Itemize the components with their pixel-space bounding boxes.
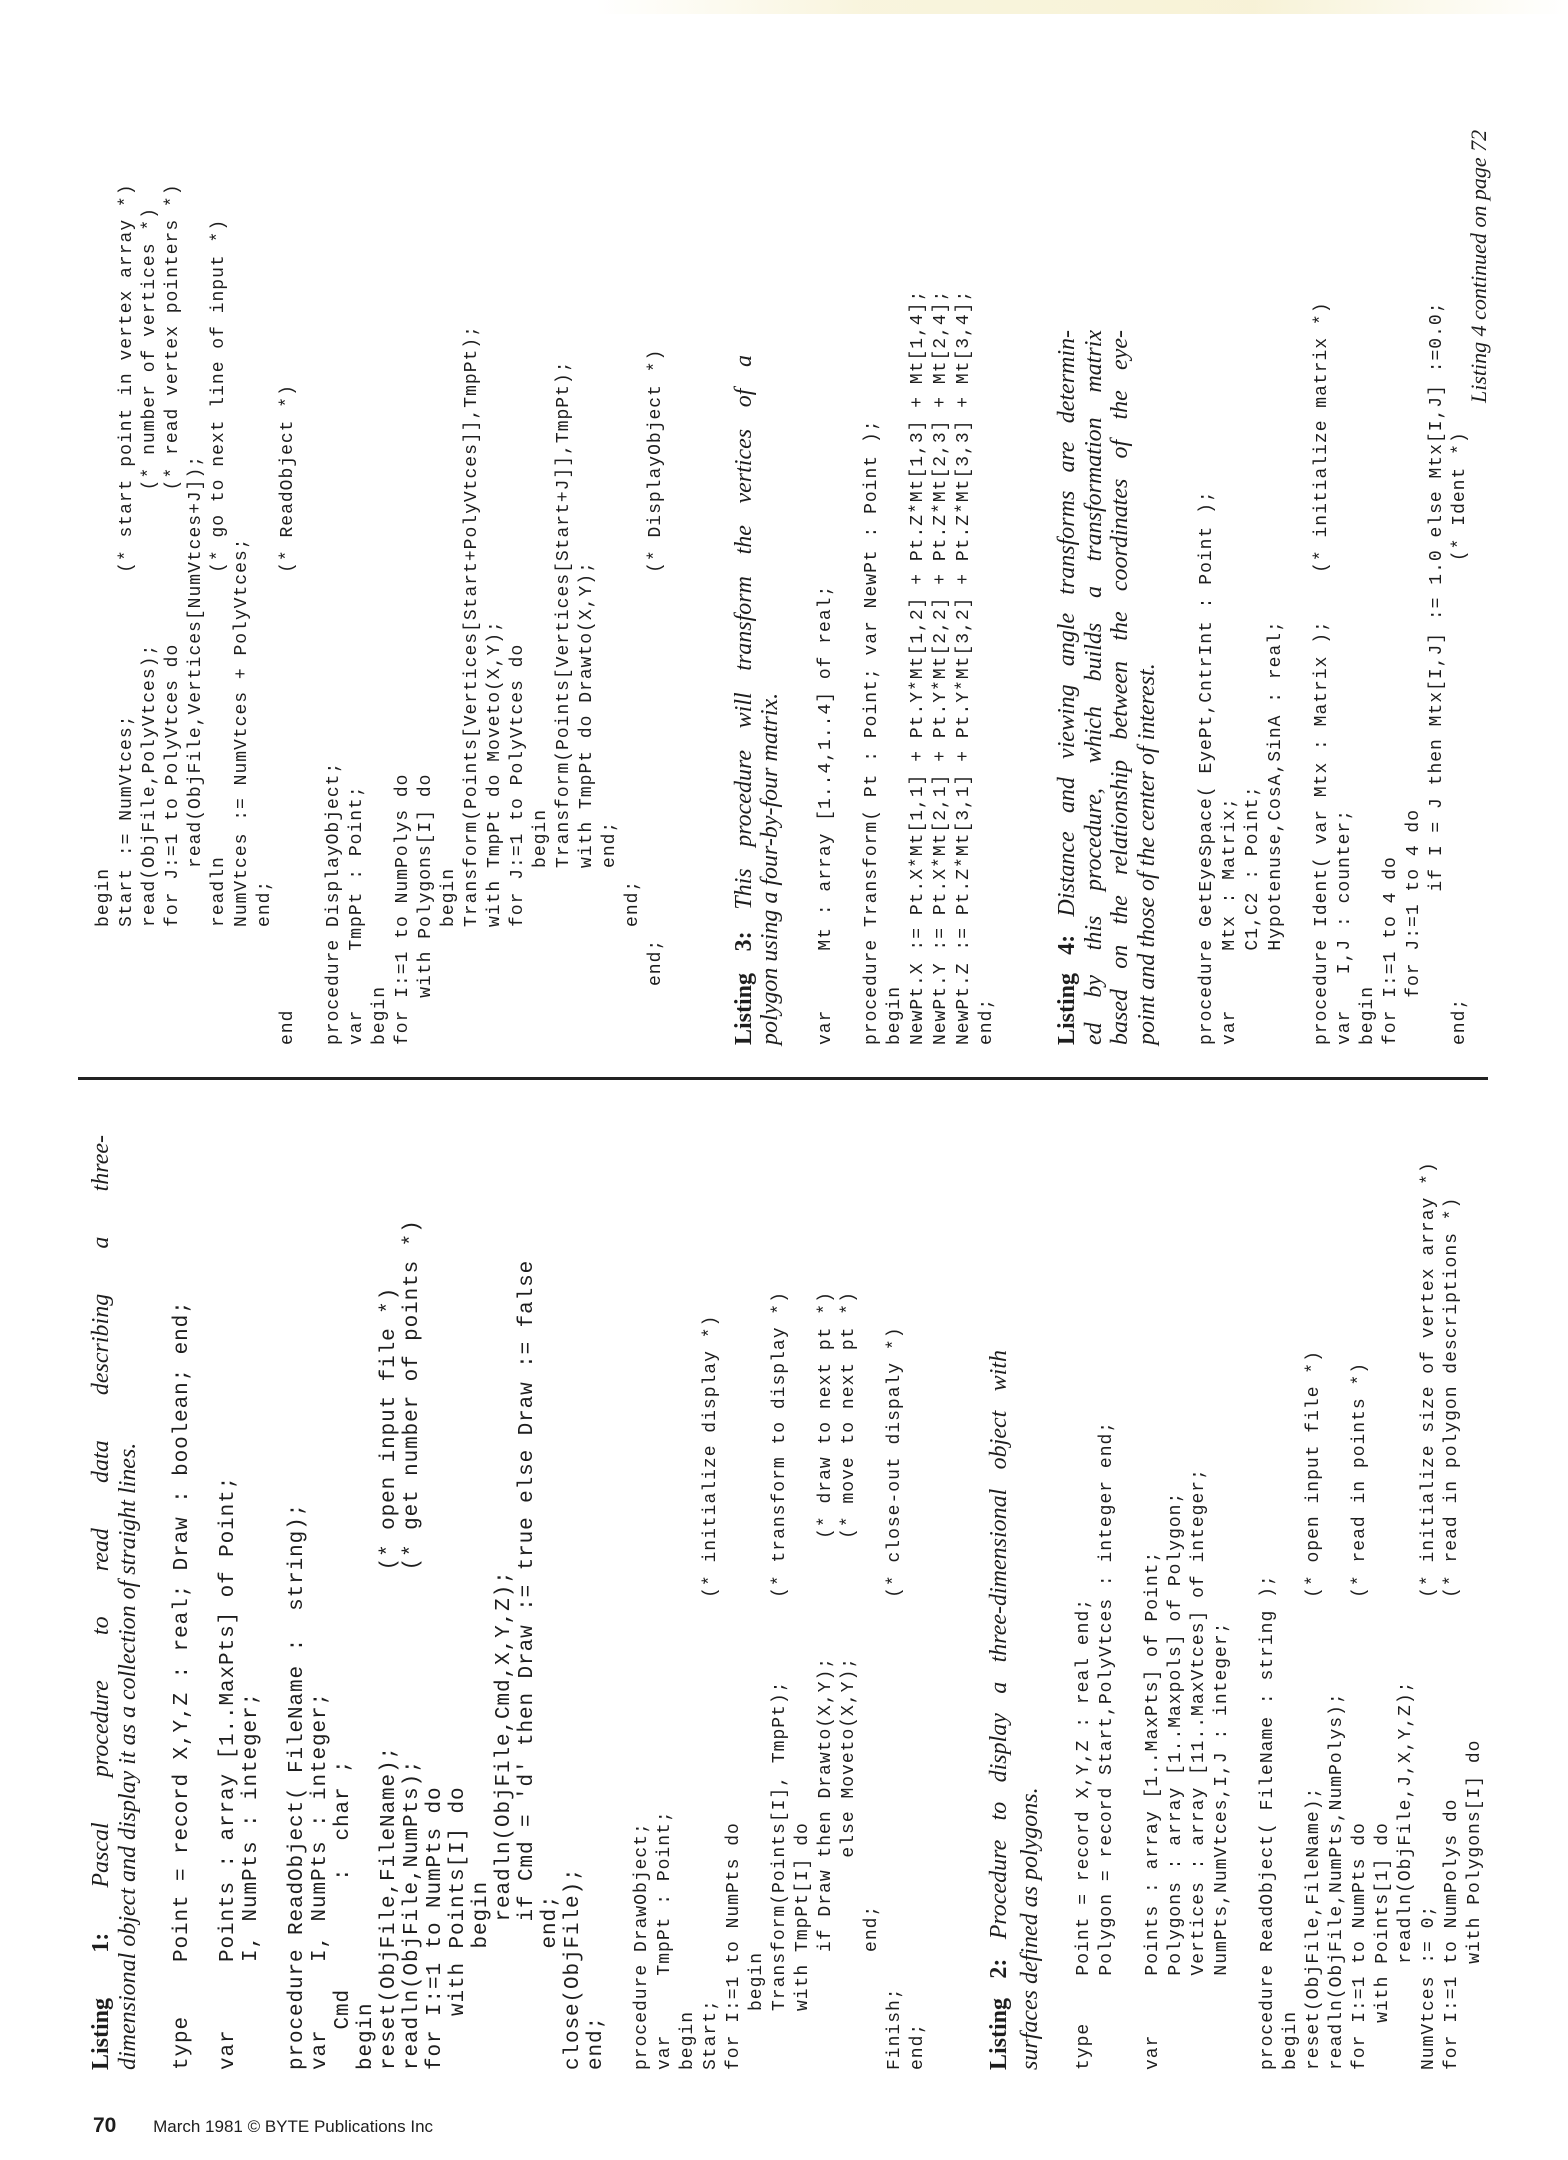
code-line: begin bbox=[531, 808, 551, 1045]
code-line: NumVtces := NumVtces + PolyVtces; bbox=[232, 537, 252, 1045]
code-line: Transform(Points[I], TmpPt); (* transform to display *) bbox=[770, 1291, 790, 2070]
code-line: NumVtces := 0; (* initialize size of vertex array *) bbox=[1419, 1161, 1439, 2070]
code-line: with Polygons[I] do bbox=[416, 773, 436, 1045]
code-line: NumPts,NumVtces,I,J : integer; bbox=[1212, 1621, 1232, 2070]
code-line: Start := NumVtces; (* start point in vertex array *) bbox=[117, 183, 137, 1045]
code-line: Transform(Points[Vertices[Start+J]],TmpPt); bbox=[554, 360, 574, 1045]
caption-text: based on the relationship between the coordinates of the eye- bbox=[1107, 330, 1133, 1045]
code-line: end; bbox=[977, 997, 997, 1045]
code-line: var Mt : array [1..4,1..4] of real; bbox=[816, 584, 836, 1045]
code-line: readln(ObjFile,NumPts,NumPolys); bbox=[1327, 1692, 1347, 2070]
code-line: end; bbox=[539, 1894, 562, 2070]
code-line: end; bbox=[585, 2015, 608, 2070]
code-line: for J:=1 to 4 do bbox=[1404, 808, 1424, 1045]
code-line: end; bbox=[255, 879, 275, 1045]
caption-text: Distance and viewing angle transforms are determin- bbox=[1054, 329, 1080, 917]
code-line bbox=[194, 1219, 217, 2070]
page-footer bbox=[93, 2114, 433, 2138]
caption-line bbox=[757, 355, 783, 1045]
code-line: var Points : array [1..MaxPts] of Point; bbox=[217, 1475, 240, 2070]
code-line: procedure DisplayObject; bbox=[324, 761, 344, 1045]
code-line: Polygons : array [1..Maxpols] of Polygon; bbox=[1166, 1491, 1186, 2070]
code-line: I, NumPts : integer; bbox=[240, 1691, 263, 2070]
code-line: read(ObjFile,Vertices[NumVtces+J]); bbox=[186, 454, 206, 1045]
code-line: reset(ObjFile,FileName); (* open input file *) bbox=[378, 1286, 401, 2070]
code-line: end; bbox=[600, 820, 620, 1045]
code-line: with TmpPt do Moveto(X,Y); bbox=[485, 620, 505, 1045]
code-line: Cmd : char ; bbox=[332, 1759, 355, 2070]
column-divider bbox=[78, 1077, 1488, 1080]
code-line: var I,J : counter; bbox=[1335, 808, 1355, 1045]
listing1-code bbox=[171, 1219, 930, 2070]
code-line: begin bbox=[747, 1951, 767, 2070]
caption-text: dimensional object and display it as a collection of straight lines. bbox=[115, 1442, 141, 2070]
code-line: readln(ObjFile,Cmd,X,Y,Z); bbox=[493, 1570, 516, 2070]
code-line: Transform(Points[Vertices[Start+PolyVtces]],TmpPt); bbox=[462, 325, 482, 1045]
code-line: Hypotenuse,CosA,SinA : real; bbox=[1266, 620, 1286, 1045]
code-line: begin bbox=[885, 985, 905, 1045]
code-line bbox=[300, 183, 323, 1045]
code-line bbox=[1288, 301, 1311, 1045]
code-line: begin bbox=[678, 2010, 698, 2070]
listing1-caption bbox=[88, 1135, 142, 2070]
code-line: begin bbox=[1358, 985, 1378, 1045]
listing4-caption bbox=[1054, 330, 1160, 1045]
caption-line bbox=[984, 1350, 1015, 2070]
code-line: end (* ReadObject *) bbox=[278, 384, 298, 1045]
page-number: 70 bbox=[93, 2114, 117, 2137]
code-line: procedure DrawObject; bbox=[632, 1822, 652, 2070]
code-line bbox=[608, 1219, 631, 2070]
code-line: reset(ObjFile,FileName); (* open input file *) bbox=[1304, 1350, 1324, 2070]
caption-text: This procedure will transform the vertices of a bbox=[731, 355, 757, 910]
code-line: for I:=1 to NumPts do bbox=[424, 1786, 447, 2070]
caption-text: point and those of the center of interest. bbox=[1133, 663, 1160, 1045]
code-line bbox=[1234, 1161, 1257, 2070]
caption-line bbox=[1015, 1350, 1046, 2070]
listing2-code-continued bbox=[93, 183, 668, 1045]
code-line: with Points[1] do bbox=[1373, 1822, 1393, 2070]
code-line: begin bbox=[370, 985, 390, 1045]
listing-label: Listing 4: bbox=[1054, 934, 1080, 1045]
code-line: with TmpPt[I] do bbox=[793, 1822, 813, 2070]
code-line: for J:=1 to PolyVtces do (* read vertex pointers *) bbox=[163, 183, 183, 1045]
code-line: type Point = record X,Y,Z : real; Draw : boolean; end; bbox=[171, 1300, 194, 2070]
listing3-code bbox=[815, 290, 999, 1045]
code-line: for I:=1 to NumPolys do bbox=[393, 773, 413, 1045]
code-line: readln (* go to next line of input *) bbox=[209, 218, 229, 1045]
code-line: end; (* Ident *) bbox=[1450, 431, 1470, 1045]
publication-line: March 1981 © BYTE Publications Inc bbox=[153, 2117, 434, 2136]
code-line: else Moveto(X,Y); (* move to next pt *) bbox=[839, 1291, 859, 2070]
caption-line bbox=[1054, 330, 1081, 1045]
caption-text: Pascal procedure to read data describing a three- bbox=[88, 1134, 114, 1888]
code-line: if Cmd = 'd' then Draw := true else Draw := false bbox=[516, 1259, 539, 2070]
caption-line bbox=[88, 1135, 115, 2070]
code-line: end; bbox=[908, 2022, 928, 2070]
code-line: var TmpPt : Point; bbox=[347, 785, 367, 1045]
code-line bbox=[263, 1219, 286, 2070]
code-line: with Points[I] do bbox=[447, 1786, 470, 2070]
code-line: var TmpPt : Point; bbox=[655, 1810, 675, 2070]
code-line: for I:=1 to NumPts do (* read in points *) bbox=[1350, 1361, 1370, 2070]
code-line bbox=[838, 290, 861, 1045]
code-line: Finish; (* close-out dispaly *) bbox=[885, 1326, 905, 2070]
listing2-caption bbox=[984, 1350, 1046, 2070]
code-line: var I, NumPts : integer; bbox=[309, 1691, 332, 2070]
code-line: begin bbox=[94, 867, 114, 1045]
caption-line bbox=[115, 1135, 142, 2070]
code-line: Start; (* initialize display *) bbox=[701, 1314, 721, 2070]
code-line: with Polygons[I] do bbox=[1465, 1739, 1485, 2070]
caption-line bbox=[1107, 330, 1134, 1045]
code-line: procedure GetEyeSpace( EyePt,CntrInt : Point ); bbox=[1197, 490, 1217, 1045]
caption-text: polygon using a four-by-four matrix. bbox=[757, 692, 783, 1045]
listing-label: Listing 3: bbox=[731, 931, 757, 1045]
listing4-code bbox=[1196, 301, 1472, 1045]
code-line: procedure ReadObject( FileName : string); bbox=[286, 1502, 309, 2070]
caption-text: ed by this procedure, which builds a transformation matrix bbox=[1080, 330, 1107, 1045]
code-line: for I:=1 to NumPts do bbox=[724, 1822, 744, 2070]
caption-text: Procedure to display a three-dimensional object with bbox=[986, 1350, 1012, 1940]
code-line: Polygon = record Start,PolyVtces : integer end; bbox=[1097, 1420, 1117, 2070]
code-line: type Point = record X,Y,Z : real end; bbox=[1074, 1597, 1094, 2070]
code-line: readln(ObjFile,NumPts); (* get number of points *) bbox=[401, 1219, 424, 2070]
listing-label: Listing 2: bbox=[986, 1958, 1012, 2070]
code-line: NewPt.Y := Pt.X*Mt[2,1] + Pt.Y*Mt[2,2] + Pt.Z*Mt[2,3] + Mt[2,4]; bbox=[931, 289, 951, 1045]
code-line: begin bbox=[1281, 2010, 1301, 2070]
code-line: if Draw then Drawto(X,Y); (* draw to next pt *) bbox=[816, 1291, 836, 2070]
code-line: procedure ReadObject( FileName : string ); bbox=[1258, 1574, 1278, 2070]
code-line: for I:=1 to NumPolys do (* read in polygon descriptions *) bbox=[1442, 1196, 1462, 2070]
code-line bbox=[1119, 1161, 1142, 2070]
caption-line bbox=[1134, 330, 1161, 1045]
code-line: for I:=1 to 4 do bbox=[1381, 856, 1401, 1045]
code-line: read(ObjFile,PolyVtces); (* number of vertices *) bbox=[140, 207, 160, 1045]
caption-line bbox=[1081, 330, 1108, 1045]
caption-line bbox=[731, 355, 757, 1045]
code-line: for J:=1 to PolyVtces do bbox=[508, 643, 528, 1045]
code-line: close(ObjFile); bbox=[562, 1867, 585, 2070]
code-line: NewPt.X := Pt.X*Mt[1,1] + Pt.Y*Mt[1,2] + Pt.Z*Mt[1,3] + Mt[1,4]; bbox=[908, 289, 928, 1045]
listing2-code bbox=[1073, 1161, 1487, 2070]
code-line: var Mtx : Matrix; bbox=[1220, 797, 1240, 1045]
code-line: NewPt.Z := Pt.Z*Mt[3,1] + Pt.Y*Mt[3,2] + Pt.Z*Mt[3,3] + Mt[3,4]; bbox=[954, 289, 974, 1045]
code-line: readln(ObjFile,J,X,Y,Z); bbox=[1396, 1680, 1416, 2070]
code-line: Vertices : array [11..MaxVtces] of integer; bbox=[1189, 1468, 1209, 2070]
code-line: procedure Ident( var Mtx : Matrix ); (* initialize matrix *) bbox=[1312, 301, 1332, 1045]
code-line: begin bbox=[439, 867, 459, 1045]
code-line: if I = J then Mtx[I,J] := 1.0 else Mtx[I,J] :=0.0; bbox=[1427, 301, 1447, 1045]
code-line: end; (* DisplayObject *) bbox=[646, 348, 666, 1045]
code-line: procedure Transform( Pt : Point; var NewPt : Point ); bbox=[862, 419, 882, 1045]
code-line: with TmpPt do Drawto(X,Y); bbox=[577, 561, 597, 1045]
code-line: end; bbox=[862, 1904, 882, 2070]
listing3-caption bbox=[731, 355, 783, 1045]
code-line: begin bbox=[355, 2002, 378, 2070]
listing4-continued-note: Listing 4 continued on page 72 bbox=[1466, 129, 1491, 403]
caption-text: surfaces defined as polygons. bbox=[1017, 1787, 1043, 2070]
code-line: begin bbox=[470, 1880, 493, 2070]
code-line: C1,C2 : Point; bbox=[1243, 785, 1263, 1045]
code-line: var Points : array [1..MaxPts] of Point; bbox=[1143, 1550, 1163, 2070]
listing-label: Listing 1: bbox=[88, 1932, 114, 2070]
code-line: end; bbox=[623, 879, 643, 1045]
